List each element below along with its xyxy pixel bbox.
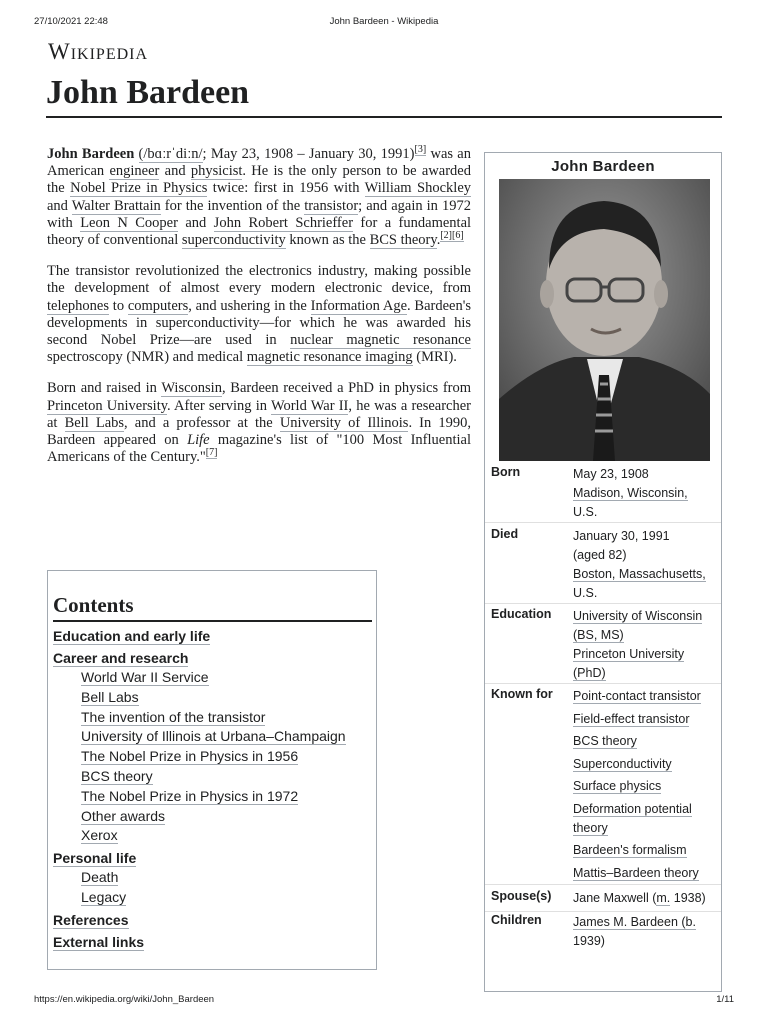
- toc-list: [53, 627, 371, 952]
- toc-sublink[interactable]: The invention of the transistor: [81, 708, 266, 725]
- text: and: [47, 197, 72, 214]
- article-body: [47, 146, 471, 480]
- toc-subsection: [81, 868, 371, 888]
- toc-link[interactable]: Personal life: [53, 850, 137, 867]
- text: for a fundamental theory of conventional: [47, 214, 472, 249]
- text: magazine's list of "100 Most Influential Americans of the Century.": [47, 432, 471, 466]
- link-schrieffer[interactable]: John Robert Schrieffer: [213, 214, 354, 231]
- link-princeton[interactable]: Princeton University: [47, 397, 168, 414]
- text: was an American: [47, 146, 471, 180]
- text: , he was a researcher at: [47, 397, 472, 431]
- infobox-divider: [485, 603, 721, 604]
- spouse-name: Jane Maxwell (: [573, 891, 657, 905]
- infobox-divider: [485, 683, 721, 684]
- paragraph-biography: [47, 380, 471, 466]
- title-divider: [46, 116, 722, 118]
- degree-bs-ms-link[interactable]: (BS, MS): [573, 628, 624, 642]
- text: . Bardeen's developments in superconductivity—for which he was awarded his second Nobel Prize—are used in: [47, 297, 471, 349]
- wikipedia-wordmark[interactable]: Wikipedia: [48, 39, 149, 64]
- known-for-item[interactable]: BCS theory: [573, 734, 637, 748]
- toc-sublist: [81, 868, 371, 908]
- infobox-row-known-for: [485, 687, 721, 883]
- children-label: Children: [491, 913, 542, 927]
- toc-subsection: [81, 767, 371, 787]
- toc-link[interactable]: References: [53, 911, 129, 928]
- toc-sublist: [81, 668, 371, 846]
- infobox-divider: [485, 911, 721, 912]
- spouse-year: 1938): [670, 891, 706, 905]
- link-world-war-ii[interactable]: World War II: [270, 397, 349, 414]
- text: ; May 23, 1908 – January 30, 1991): [202, 146, 415, 162]
- died-value: [573, 527, 719, 603]
- infobox-divider: [485, 522, 721, 523]
- born-place-link[interactable]: Madison, Wisconsin,: [573, 486, 688, 500]
- toc-section: [53, 911, 371, 930]
- text: . In 1990, Bardeen appeared on: [47, 414, 471, 449]
- known-for-item[interactable]: Mattis–Bardeen theory: [573, 865, 699, 880]
- ipa-pronunciation-link[interactable]: (/bɑːrˈdiːn/: [138, 146, 203, 162]
- link-cooper[interactable]: Leon N Cooper: [80, 214, 178, 231]
- toc-section: [53, 849, 371, 908]
- toc-subsection: [81, 888, 371, 908]
- died-age: (aged 82): [573, 548, 627, 562]
- link-information-age[interactable]: Information Age: [310, 297, 408, 314]
- born-abbr[interactable]: b.: [685, 915, 696, 929]
- link-bell-labs[interactable]: Bell Labs: [64, 414, 125, 431]
- life-magazine: Life: [187, 432, 210, 449]
- toc-section: [53, 627, 371, 646]
- text: spectroscopy (NMR) and medical: [47, 349, 247, 366]
- toc-sublink[interactable]: Legacy: [81, 888, 127, 905]
- born-country: U.S.: [573, 505, 598, 519]
- died-date: January 30, 1991: [573, 529, 670, 543]
- known-for-item[interactable]: Field-effect transistor: [573, 711, 690, 726]
- toc-link[interactable]: External links: [53, 933, 145, 950]
- text: to: [109, 297, 128, 314]
- toc-sublink[interactable]: University of Illinois at Urbana–Champaign: [81, 728, 346, 745]
- children-value: [573, 913, 719, 951]
- married-abbr[interactable]: m.: [656, 891, 671, 905]
- toc-link[interactable]: Education and early life: [53, 628, 211, 644]
- portrait-image: [499, 179, 710, 461]
- link-computers[interactable]: computers: [127, 297, 189, 314]
- known-for-label: Known for: [491, 687, 553, 701]
- toc-subsection: [81, 727, 371, 747]
- link-brattain[interactable]: Walter Brattain: [71, 197, 161, 214]
- children-year: 1939): [573, 934, 605, 948]
- text: and: [159, 163, 191, 180]
- intro-paragraph: [47, 146, 471, 249]
- link-shockley[interactable]: William Shockley: [364, 180, 472, 197]
- print-url: https://en.wikipedia.org/wiki/John_Bardeen: [34, 994, 215, 1005]
- text: .: [436, 232, 441, 249]
- degree-phd-link[interactable]: (PhD): [573, 666, 606, 680]
- link-mri[interactable]: magnetic resonance imaging: [246, 349, 413, 366]
- link-engineer[interactable]: engineer: [109, 163, 160, 180]
- ref-7[interactable]: [7]: [205, 447, 218, 459]
- known-for-item[interactable]: Bardeen's formalism: [573, 843, 687, 857]
- toc-subsection: [81, 787, 371, 807]
- born-date: May 23, 1908: [573, 467, 649, 481]
- link-nobel-prize[interactable]: Nobel Prize in Physics: [70, 180, 208, 197]
- text: , and ushering in the: [188, 297, 311, 314]
- toc-sublink[interactable]: Bell Labs: [81, 688, 139, 705]
- print-date: 27/10/2021 22:48: [34, 16, 108, 27]
- toc-subsection: [81, 807, 371, 827]
- education-wisconsin-link[interactable]: University of Wisconsin: [573, 609, 703, 623]
- toc-subsection: [81, 688, 371, 708]
- text: . After serving in: [167, 397, 271, 414]
- portrait-photo[interactable]: [499, 179, 710, 461]
- toc-sublink[interactable]: Death: [81, 869, 119, 886]
- infobox-row-education: [485, 607, 721, 683]
- ref-3[interactable]: [3]: [414, 144, 427, 156]
- toc-subsection: [81, 747, 371, 767]
- link-university-illinois[interactable]: University of Illinois: [279, 414, 409, 431]
- spouse-label: Spouse(s): [491, 889, 552, 903]
- infobox: [484, 152, 722, 992]
- known-for-list: [573, 687, 719, 883]
- infobox-row-born: [485, 465, 721, 519]
- toc-subsection: [81, 708, 371, 728]
- known-for-item[interactable]: Superconductivity: [573, 756, 672, 771]
- print-tab-title: John Bardeen - Wikipedia: [329, 16, 439, 27]
- text: known as the: [285, 232, 370, 249]
- infobox-divider: [485, 884, 721, 885]
- text: ; and again in 1972 with: [47, 197, 471, 231]
- link-bcs-theory[interactable]: BCS theory: [369, 232, 437, 249]
- known-for-item[interactable]: Point-contact transistor: [573, 689, 701, 703]
- infobox-row-children: [485, 913, 721, 953]
- infobox-row-died: [485, 527, 721, 601]
- known-for-item[interactable]: Surface physics: [573, 779, 662, 793]
- link-transistor[interactable]: transistor: [304, 197, 359, 214]
- education-princeton-link[interactable]: Princeton University: [573, 647, 685, 661]
- text: (MRI).: [412, 349, 457, 366]
- subject-name: John Bardeen: [47, 146, 135, 162]
- print-header: [0, 16, 768, 30]
- toc-sublink[interactable]: BCS theory: [81, 767, 153, 784]
- known-for-item[interactable]: Deformation potential theory: [573, 801, 692, 835]
- died-place-link[interactable]: Boston, Massachusetts,: [573, 567, 706, 581]
- toc-title: Contents: [53, 593, 372, 622]
- text: , and a professor at the: [124, 414, 280, 431]
- education-value: [573, 607, 719, 683]
- toc-sublink[interactable]: The Nobel Prize in Physics in 1956: [81, 748, 299, 765]
- ref-6[interactable]: [6]: [452, 230, 464, 242]
- born-value: [573, 465, 719, 522]
- link-physicist[interactable]: physicist: [190, 163, 243, 180]
- toc-section: [53, 933, 371, 952]
- toc-sublink[interactable]: World War II Service: [81, 669, 209, 685]
- toc-sublink[interactable]: Xerox: [81, 827, 118, 844]
- text: . He is the only person to be awarded the: [47, 163, 471, 197]
- text: for the invention of the: [160, 197, 305, 214]
- text: Born and raised in: [47, 380, 162, 397]
- children-name-link[interactable]: James M. Bardeen (: [573, 915, 686, 929]
- print-footer: [0, 994, 768, 1008]
- paragraph-transistor-impact: [47, 263, 471, 366]
- died-country: U.S.: [573, 586, 598, 600]
- infobox-row-spouse: [485, 889, 721, 911]
- spouse-value: [573, 889, 719, 908]
- toc-subsection: [81, 668, 371, 688]
- page-title: John Bardeen: [46, 74, 250, 111]
- education-label: Education: [491, 607, 552, 621]
- link-superconductivity[interactable]: superconductivity: [181, 232, 286, 249]
- toc-sublink[interactable]: The Nobel Prize in Physics in 1972: [81, 787, 299, 804]
- died-label: Died: [491, 527, 519, 541]
- born-label: Born: [491, 465, 521, 479]
- toc-section: [53, 649, 371, 846]
- ref-2[interactable]: [2]: [440, 230, 452, 242]
- toc-sublink[interactable]: Other awards: [81, 807, 166, 824]
- text: , Bardeen received a PhD in physics from: [221, 380, 471, 397]
- print-page-number: 1/11: [716, 994, 734, 1005]
- text: and: [177, 214, 214, 231]
- link-telephones[interactable]: telephones: [47, 297, 110, 314]
- text: The transistor revolutionized the electronics industry, making possible the development of almost every modern electronic device, from: [47, 263, 471, 297]
- toc-link[interactable]: Career and research: [53, 650, 189, 666]
- text: twice: first in 1956 with: [207, 180, 365, 197]
- infobox-title: John Bardeen: [551, 158, 655, 175]
- toc-subsection: [81, 826, 371, 846]
- link-wisconsin[interactable]: Wisconsin: [161, 380, 222, 397]
- link-nmr[interactable]: nuclear magnetic resonance: [290, 332, 471, 349]
- table-of-contents: [47, 570, 377, 970]
